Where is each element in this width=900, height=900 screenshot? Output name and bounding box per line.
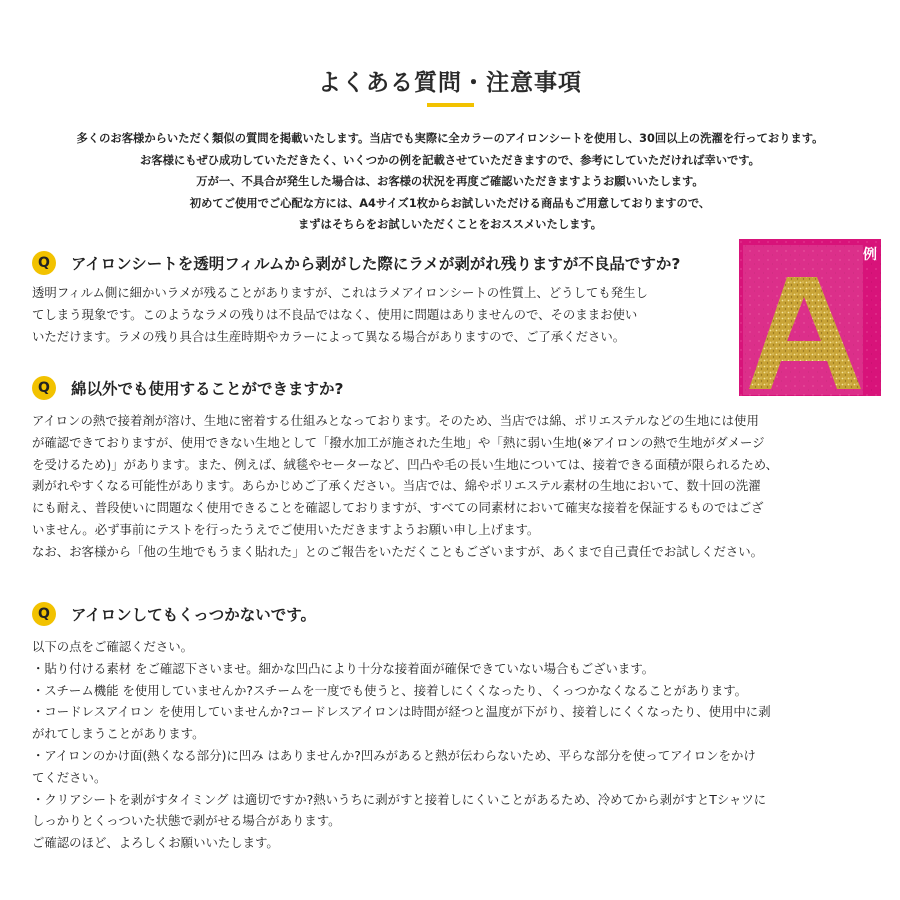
title-underline — [427, 103, 474, 107]
answer-line: を受けるため)」があります。また、例えば、絨毯やセーターなど、凹凸や毛の長い生地については、接着できる面積が限られるため、 — [32, 456, 779, 472]
answer-line: ・アイロンのかけ面(熱くなる部分)に凹み はありませんか?凹みがあると熱が伝わらないため、平らな部分を使ってアイロンをかけ — [32, 747, 756, 763]
answer-line: 透明フィルム側に細かいラメが残ることがありますが、これはラメアイロンシートの性質上、どうしても発生し — [32, 285, 648, 300]
example-label: 例 — [863, 247, 877, 263]
example-image — [739, 239, 881, 396]
answer-line: ・クリアシートを剥がすタイミング は適切ですか?熱いうちに剥がすと接着しにくいことがあるため、冷めてから剥がすとTシャツに — [32, 791, 767, 807]
faq-question-2 — [32, 376, 344, 400]
intro-line: まずはそちらをお試しいただくことをおススメいたします。 — [297, 218, 603, 232]
answer-line: いません。必ず事前にテストを行ったうえでご使用いただきますようお願い申し上げます。 — [32, 521, 540, 537]
answer-line: ・スチーム機能 を使用していませんか?スチームを一度でも使うと、接着しにくくなったり、くっつかなくなることがあります。 — [32, 682, 748, 698]
intro-line: 多くのお客様からいただく類似の質問を掲載いたします。当店でも実際に全カラーのアイロンシートを使用し、30回以上の洗濯を行っております。 — [76, 132, 824, 145]
answer-line: なお、お客様から「他の生地でもうまく貼れた」とのご報告をいただくこともございますが、あくまで自己責任でお試しください。 — [32, 543, 764, 559]
faq-question-3 — [32, 602, 316, 626]
q-badge-icon: Q — [32, 251, 56, 275]
intro-line: 初めてご使用でご心配な方には、A4サイズ1枚からお試しいただける商品もご用意しておりますので、 — [189, 196, 711, 210]
answer-line: いただけます。ラメの残り具合は生産時期やカラーによって異なる場合がありますので、ご了承ください。 — [32, 328, 626, 344]
answer-line: 剥がれやすくなる可能性があります。あらかじめご了承ください。当店では、綿やポリエステル素材の生地において、数十回の洗濯 — [32, 478, 761, 494]
answer-line: てしまう現象です。このようなラメの残りは不良品ではなく、使用に問題はありませんので、そのままお使い — [32, 306, 638, 322]
answer-line: ・コードレスアイロン を使用していませんか?コードレスアイロンは時間が経つと温度が下がり、接着しにくくなったり、使用中に剥 — [32, 704, 771, 720]
answer-line: しっかりとくっついた状態で剥がせる場合があります。 — [32, 813, 341, 829]
faq-answer-3 — [32, 636, 771, 854]
q-badge-icon: Q — [32, 376, 56, 400]
answer-line: がれてしまうことがあります。 — [32, 726, 205, 742]
faq-question-text: アイロンしてもくっつかないです。 — [71, 606, 317, 624]
intro-text — [0, 128, 900, 236]
faq-question-1 — [32, 251, 680, 275]
faq-question-text: アイロンシートを透明フィルムから剥がした際にラメが剥がれ残りますが不良品ですか? — [71, 255, 681, 273]
answer-line: ご確認のほど、よろしくお願いいたします。 — [32, 835, 279, 851]
faq-question-text: 綿以外でも使用することができますか? — [71, 380, 344, 398]
glitter-letter-example-icon — [739, 239, 881, 396]
faq-answer-2 — [32, 410, 778, 563]
faq-answer-1 — [32, 282, 648, 347]
answer-line: てください。 — [32, 769, 107, 785]
answer-line: アイロンの熱で接着剤が溶け、生地に密着する仕組みとなっております。そのため、当店では綿、ポリエステルなどの生地には使用 — [32, 413, 759, 428]
answer-line: が確認できておりますが、使用できない生地として「撥水加工が施された生地」や「熱に弱い生地(※アイロンの熱で生地がダメージ — [32, 434, 765, 450]
page-title: よくある質問・注意事項 — [318, 70, 582, 96]
intro-line: お客様にもぜひ成功していただきたく、いくつかの例を記載させていただきますので、参考にしていただければ幸いです。 — [140, 153, 760, 167]
q-badge-icon: Q — [32, 602, 56, 626]
intro-line: 万が一、不具合が発生した場合は、お客様の状況を再度ご確認いただきますようお願いいたします。 — [196, 175, 704, 189]
answer-line: 以下の点をご確認ください。 — [32, 639, 194, 654]
answer-line: ・貼り付ける素材 をご確認下さいませ。細かな凹凸により十分な接着面が確保できていない場合もございます。 — [32, 660, 655, 676]
answer-line: にも耐え、普段使いに問題なく使用できることを確認しておりますが、すべての同素材において確実な接着を保証するものではござ — [32, 500, 764, 516]
